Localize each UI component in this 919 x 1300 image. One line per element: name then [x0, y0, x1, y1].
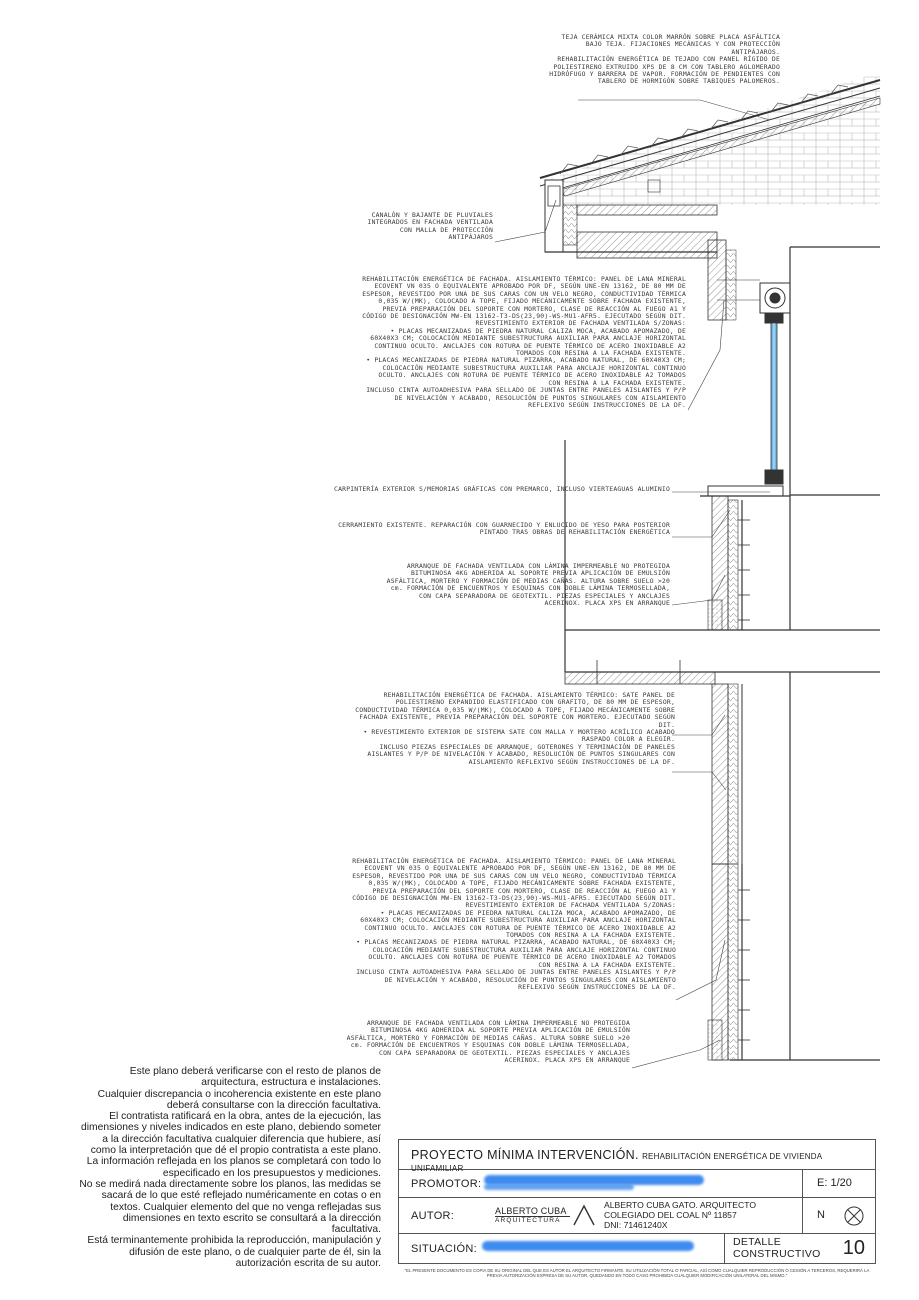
detail-cell — [724, 1234, 877, 1263]
project-subtitle: REHABILITACIÓN ENERGÉTICA DE VIVIENDA UNIFAMILIAR — [411, 1152, 822, 1173]
project-row — [399, 1140, 875, 1173]
north-cell — [802, 1198, 877, 1233]
annotation-sate: REHABILITACIÓN ENERGÉTICA DE FACHADA. AISLAMIENTO TÉRMICO: SATE PANEL DE POLIESTIRENO EXPANDIDO ELASTIFICADO CON GRAFITO, DE 80 MM DE ESPESOR, CONDUCTIVIDAD TÉRMICA 0,035 W/(MK), COLOCADO A TOPE, FIJADO MECÁNICAMENTE SOBRE FACHADA EXISTENTE, PREVIA PREPARACIÓN DEL SOPORTE CON MORTERO. EJECUTADO SEGÚN DIT. • REVESTIMIENTO EXTERIOR DE SISTEMA SATE CON MALLA Y MORTERO ACRÍLICO ACABADO RASPADO COLOR A ELEGIR. INCLUSO PIEZAS ESPECIALES DE ARRANQUE, GOTERONES Y TERMINACIÓN DE PANELES AISLANTES Y P/P DE NIVELACIÓN Y ACABADO, RESOLUCIÓN DE PUNTOS SINGULARES CON AISLAMIENTO REFLEXIVO SEGÚN INSTRUCCIONES DE LA DF. — [355, 691, 675, 766]
scale-value: E: 1/20 — [817, 1177, 852, 1189]
ventilated-facade-upper — [708, 496, 750, 630]
copyright-footer: "EL PRESENTE DOCUMENTO ES COPIA DE SU ORIGINAL DEL QUE ES AUTOR EL ARQUITECTO FIRMANTE. SU UTILIZACIÓN TOTAL O PARCIAL, ASÍ COMO CUALQUIER REPRODUCCIÓN O CESIÓN A TERCEROS, REQUERIRÁ LA PREVIA AUTORIZACIÓN EXPRESA DE SU AUTOR, QUEDANDO EN TODO CASO PROHIBIDA CUALQUIER MODIFICACIÓN UNILATERAL DEL MISMO." — [404, 1268, 870, 1279]
annotation-base-lower: ARRANQUE DE FACHADA VENTILADA CON LÁMINA IMPERMEABLE NO PROTEGIDA BITUMINOSA 4KG ADHERIDA AL SOPORTE PREVIA APLICACIÓN DE EMULSIÓN ASFÁLTICA, MORTERO Y FORMACIÓN DE MEDIAS CAÑAS. ALTURA SOBRE SUELO >20 cm. FORMACIÓN DE ENCUENTROS Y ESQUINAS CON DOBLE LÁMINA TERMOSELLADA, CON CAPA SEPARADORA DE GEOTEXTIL. PIEZAS ESPECIALES Y ANCLAJES ACERINOX. PLACA XPS EN ARRANQUE — [346, 1019, 630, 1065]
roof-assembly — [540, 75, 880, 205]
project-main-title: PROYECTO MÍNIMA INTERVENCIÓN. — [411, 1148, 639, 1162]
promotor-row — [399, 1170, 875, 1198]
annotation-facade-upper: REHABILITACIÓN ENERGÉTICA DE FACHADA. AISLAMIENTO TÉRMICO: PANEL DE LANA MINERAL ECOVENT VN 035 O EQUIVALENTE APROBADO POR DF, SEGÚN UNE-EN 13162, DE 80 MM DE ESPESOR, REVESTIDO POR UNA DE SUS CARAS CON UN VELO NEGRO, CONDUCTIVIDAD TÉRMICA 0,035 W/(MK), COLOCADO A TOPE, FIJADO MECÁNICAMENTE SOBRE FACHADA EXISTENTE, PREVIA PREPARACIÓN DEL SOPORTE CON MORTERO, CLASE DE REACCIÓN AL FUEGO A1 Y CÓDIGO DE DESIGNACIÓN MW-EN 13162-T3-DS(23,90)-WS-MU1-AFR5. EJECUTADO SEGÚN DIT. REVESTIMIENTO EXTERIOR DE FACHADA VENTILADA S/ZONAS: • PLACAS MECANIZADAS DE PIEDRA NATURAL CALIZA MOCA, ACABADO APOMAZADO, DE 60X40X3 CM; COLOCACIÓN MEDIANTE SUBESTRUCTURA AUXILIAR PARA ANCLAJE HORIZONTAL CONTINUO OCULTO. ANCLAJES CON ROTURA DE PUENTE TÉRMICO DE ACERO INOXIDABLE A2 TOMADOS CON RESINA A LA FACHADA EXISTENTE. • PLACAS MECANIZADAS DE PIEDRA NATURAL PIZARRA, ACABADO NATURAL, DE 60X40X3 CM; COLOCACIÓN MEDIANTE SUBESTRUCTURA AUXILIAR PARA ANCLAJE HORIZONTAL CONTINUO OCULTO. ANCLAJES CON ROTURA DE PUENTE TÉRMICO DE ACERO INOXIDABLE A2 TOMADOS CON RESINA A LA FACHADA EXISTENTE. INCLUSO CINTA AUTOADHESIVA PARA SELLADO DE JUNTAS ENTRE PANELES AISLANTES Y P/P DE NIVELACIÓN Y ACABADO, RESOLUCIÓN DE PUNTOS SINGULARES CON AISLAMIENTO REFLEXIVO SEGÚN INSTRUCCIONES DE LA DF. — [362, 275, 686, 409]
ventilated-facade-lower — [708, 864, 750, 1060]
situacion-label: SITUACIÓN: — [411, 1243, 477, 1255]
title-block — [398, 1139, 876, 1264]
situacion-row — [399, 1234, 875, 1263]
north-label: N — [817, 1209, 825, 1221]
author-dni: DNI: 71461240X — [604, 1220, 668, 1230]
annotation-enclosure: CERRAMIENTO EXISTENTE. REPARACIÓN CON GUARNECIDO Y ENLUCIDO DE YESO PARA POSTERIOR PINTADO TRAS OBRAS DE REHABILITACIÓN ENERGÉTICA — [338, 521, 670, 537]
promotor-label: PROMOTOR: — [411, 1178, 482, 1190]
general-notes: Este plano deberá verificarse con el resto de planos de arquitectura, estructura e instalaciones. Cualquier discrepancia o incoherencia existente en este plano deberá consultarse con la dirección facultativa. El contratista ratificará en la obra, antes de la ejecución, las dimensiones y niveles indicados en este plano, debiendo someter a la dirección facultativa cualquier diferencia que hubiere, así como la interpretación que dé el propio contratista a este plano. La información reflejada en los planos se completará con todo lo especificado en los presupuestos y mediciones. No se medirá nada directamente sobre los planos, las medidas se sacará de lo que esté reflejado numéricamente en cotas o en textos. Cualquier elemento del que no venga reflejadas sus dimensiones en texto escrito se consultará a la dirección facultativa. Está terminantemente prohibida la reproducción, manipulación y difusión de este plano, o de cualquier parte de él, sin la autorización escrita de su autor. — [79, 1066, 381, 1270]
annotation-carpentry: CARPINTERÍA EXTERIOR S/MEMORIAS GRÁFICAS CON PREMARCO, INCLUSO VIERTEAGUAS ALUMINIO — [334, 485, 670, 493]
annotation-facade-lower: REHABILITACIÓN ENERGÉTICA DE FACHADA. AISLAMIENTO TÉRMICO: PANEL DE LANA MINERAL ECOVENT VN 035 O EQUIVALENTE APROBADO POR DF, SEGÚN UNE-EN 13162, DE 80 MM DE ESPESOR, REVESTIDO POR UNA DE SUS CARAS CON UN VELO NEGRO, CONDUCTIVIDAD TÉRMICA 0,035 W/(MK), COLOCADO A TOPE, FIJADO MECÁNICAMENTE SOBRE FACHADA EXISTENTE, PREVIA PREPARACIÓN DEL SOPORTE CON MORTERO, CLASE DE REACCIÓN AL FUEGO A1 Y CÓDIGO DE DESIGNACIÓN MW-EN 13162-T3-DS(23,90)-WS-MU1-AFR5. EJECUTADO SEGÚN DIT. REVESTIMIENTO EXTERIOR DE FACHADA VENTILADA S/ZONAS: • PLACAS MECANIZADAS DE PIEDRA NATURAL CALIZA MOCA, ACABADO APOMAZADO, DE 60X40X3 CM; COLOCACIÓN MEDIANTE SUBESTRUCTURA AUXILIAR PARA ANCLAJE HORIZONTAL CONTINUO OCULTO. ANCLAJES CON ROTURA DE PUENTE TÉRMICO DE ACERO INOXIDABLE A2 TOMADOS CON RESINA A LA FACHADA EXISTENTE. • PLACAS MECANIZADAS DE PIEDRA NATURAL PIZARRA, ACABADO NATURAL, DE 60X40X3 CM; COLOCACIÓN MEDIANTE SUBESTRUCTURA AUXILIAR PARA ANCLAJE HORIZONTAL CONTINUO OCULTO. ANCLAJES CON ROTURA DE PUENTE TÉRMICO DE ACERO INOXIDABLE A2 TOMADOS CON RESINA A LA FACHADA EXISTENTE. INCLUSO CINTA AUTOADHESIVA PARA SELLADO DE JUNTAS ENTRE PANELES AISLANTES Y P/P DE NIVELACIÓN Y ACABADO, RESOLUCIÓN DE PUNTOS SINGULARES CON AISLAMIENTO REFLEXIVO SEGÚN INSTRUCCIONES DE LA DF. — [352, 857, 676, 991]
sate-facade — [712, 684, 742, 864]
north-arrow-icon — [843, 1205, 865, 1227]
annotation-base-upper: ARRANQUE DE FACHADA VENTILADA CON LÁMINA IMPERMEABLE NO PROTEGIDA BITUMINOSA 4KG ADHERIDA AL SOPORTE PREVIA APLICACIÓN DE EMULSIÓN ASFÁLTICA, MORTERO Y FORMACIÓN DE MEDIAS CAÑAS. ALTURA SOBRE SUELO >20 cm. FORMACIÓN DE ENCUENTROS Y ESQUINAS CON DOBLE LÁMINA TERMOSELLADA, CON CAPA SEPARADORA DE GEOTEXTIL. PIEZAS ESPECIALES Y ANCLAJES ACERINOX. PLACA XPS EN ARRANQUE — [386, 562, 670, 608]
author-details — [604, 1200, 756, 1230]
sheet-number: 10 — [842, 1237, 865, 1259]
author-logo — [495, 1206, 570, 1225]
author-row — [399, 1198, 875, 1234]
detail-title — [733, 1236, 821, 1260]
annotation-gutter: CANALÓN Y BAJANTE DE PLUVIALES INTEGRADOS EN FACHADA VENTILADA CON MALLA DE PROTECCIÓN ANTIPÁJAROS — [367, 211, 493, 242]
logo-subtitle: ARQUITECTURA — [495, 1217, 561, 1224]
redacted-situacion — [482, 1241, 694, 1251]
redacted-promotor-2 — [484, 1184, 634, 1190]
detail-line-1: DETALLE — [733, 1236, 782, 1248]
annotation-roof: TEJA CERÁMICA MIXTA COLOR MARRÓN SOBRE PLACA ASFÁLTICA BAJO TEJA. FIJACIONES MECÁNICAS Y CON PROTECCIÓN ANTIPÁJAROS. REHABILITACIÓN ENERGÉTICA DE TEJADO CON PANEL RÍGIDO DE POLIESTIRENO EXTRUIDO XPS DE 8 CM CON TABLERO AGLOMERADO HIDRÓFUGO Y BARRERA DE VAPOR. FORMACIÓN DE PENDIENTES CON TABLERO DE HORMIGÓN SOBRE TABIQUES PALOMEROS. — [549, 33, 780, 86]
detail-line-2: CONSTRUCTIVO — [733, 1248, 821, 1260]
logo-triangle-icon — [571, 1203, 597, 1227]
floor-slab — [565, 660, 715, 684]
author-name: ALBERTO CUBA GATO. ARQUITECTO — [604, 1200, 757, 1210]
scale-cell — [802, 1170, 877, 1197]
logo-name: ALBERTO CUBA — [495, 1206, 570, 1217]
author-label: AUTOR: — [411, 1210, 455, 1222]
author-college: COLEGIADO DEL COAL Nº 11857 — [604, 1210, 737, 1220]
